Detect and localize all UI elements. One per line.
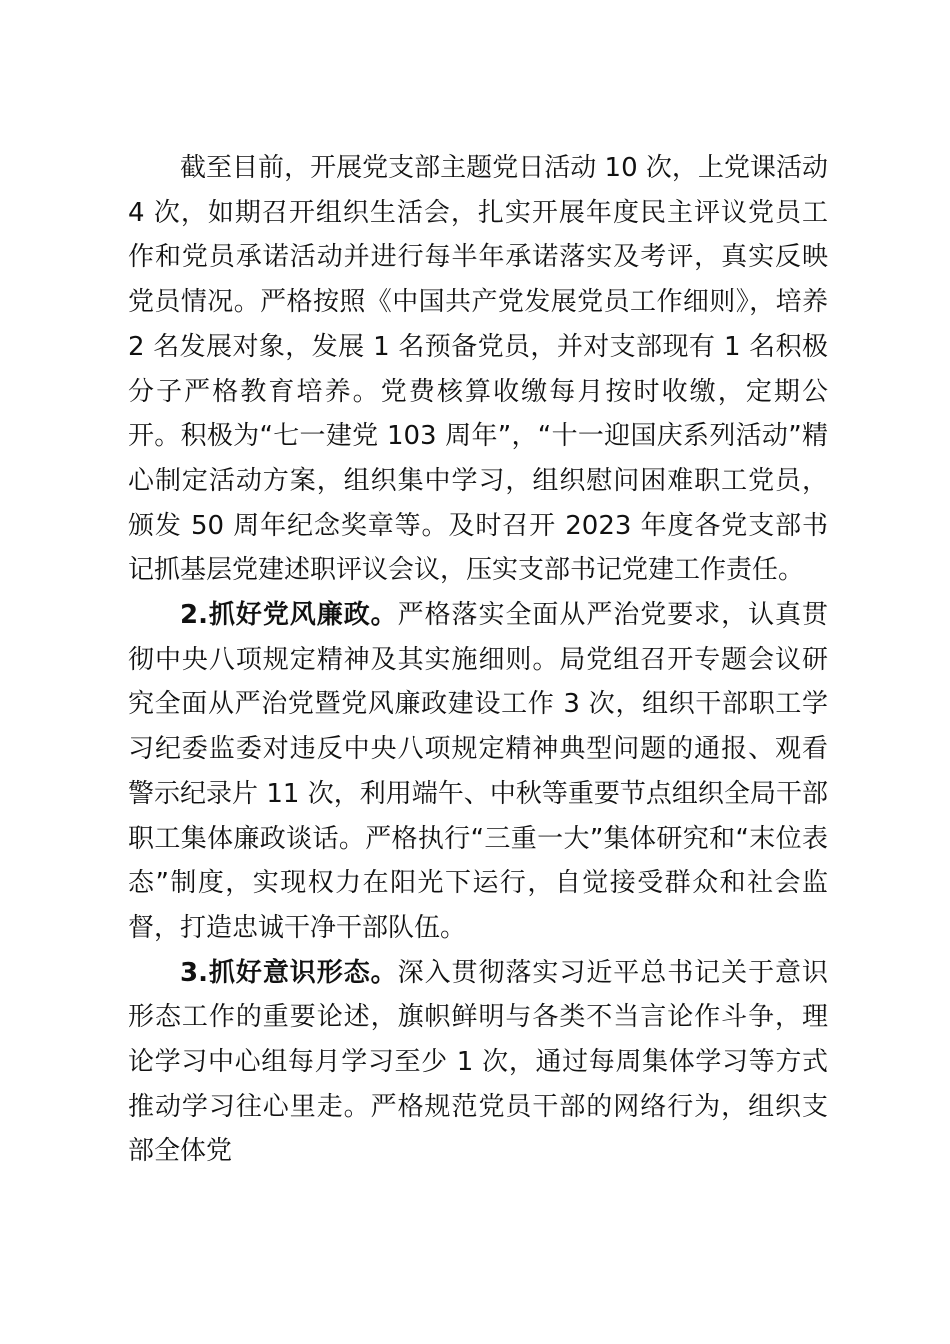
paragraph-text: 深入贯彻落实习近平总书记关于意识形态工作的重要论述，旗帜鲜明与各类不当言论作斗争，理论学习中心组每月学习至少 1 次，通过每周集体学习等方式推动学习往心里走。严格规范党员干部的网络行为，组织支部全体党 (128, 957, 828, 1167)
document-body (128, 146, 828, 1174)
paragraph-party-conduct (128, 593, 828, 951)
paragraph-branch-activities (128, 146, 828, 593)
paragraph-text: 截至目前，开展党支部主题党日活动 10 次，上党课活动 4 次，如期召开组织生活会，扎实开展年度民主评议党员工作和党员承诺活动并进行每半年承诺落实及考评，真实反映党员情况。严格按照《中国共产党发展党员工作细则》，培养 2 名发展对象，发展 1 名预备党员，并对支部现有 1 名积极分子严格教育培养。党费核算收缴每月按时收缴，定期公开。积极为“七一建党 103 周年”，“十一迎国庆系列活动”精心制定活动方案，组织集中学习，组织慰问困难职工党员，颁发 50 周年纪念奖章等。及时召开 2023 年度各党支部书记抓基层党建述职评议会议，压实支部书记党建工作责任。 (128, 153, 828, 586)
paragraph-ideology (128, 951, 828, 1175)
paragraph-text: 严格落实全面从严治党要求，认真贯彻中央八项规定精神及其实施细则。局党组召开专题会议研究全面从严治党暨党风廉政建设工作 3 次，组织干部职工学习纪委监委对违反中央八项规定精神典型问题的通报、观看警示纪录片 11 次，利用端午、中秋等重要节点组织全局干部职工集体廉政谈话。严格执行“三重一大”集体研究和“末位表态”制度，实现权力在阳光下运行，自觉接受群众和社会监督，打造忠诚干净干部队伍。 (128, 600, 828, 943)
section-heading-party-conduct: 2.抓好党风廉政。 (180, 600, 398, 631)
section-heading-ideology: 3.抓好意识形态。 (180, 957, 398, 988)
